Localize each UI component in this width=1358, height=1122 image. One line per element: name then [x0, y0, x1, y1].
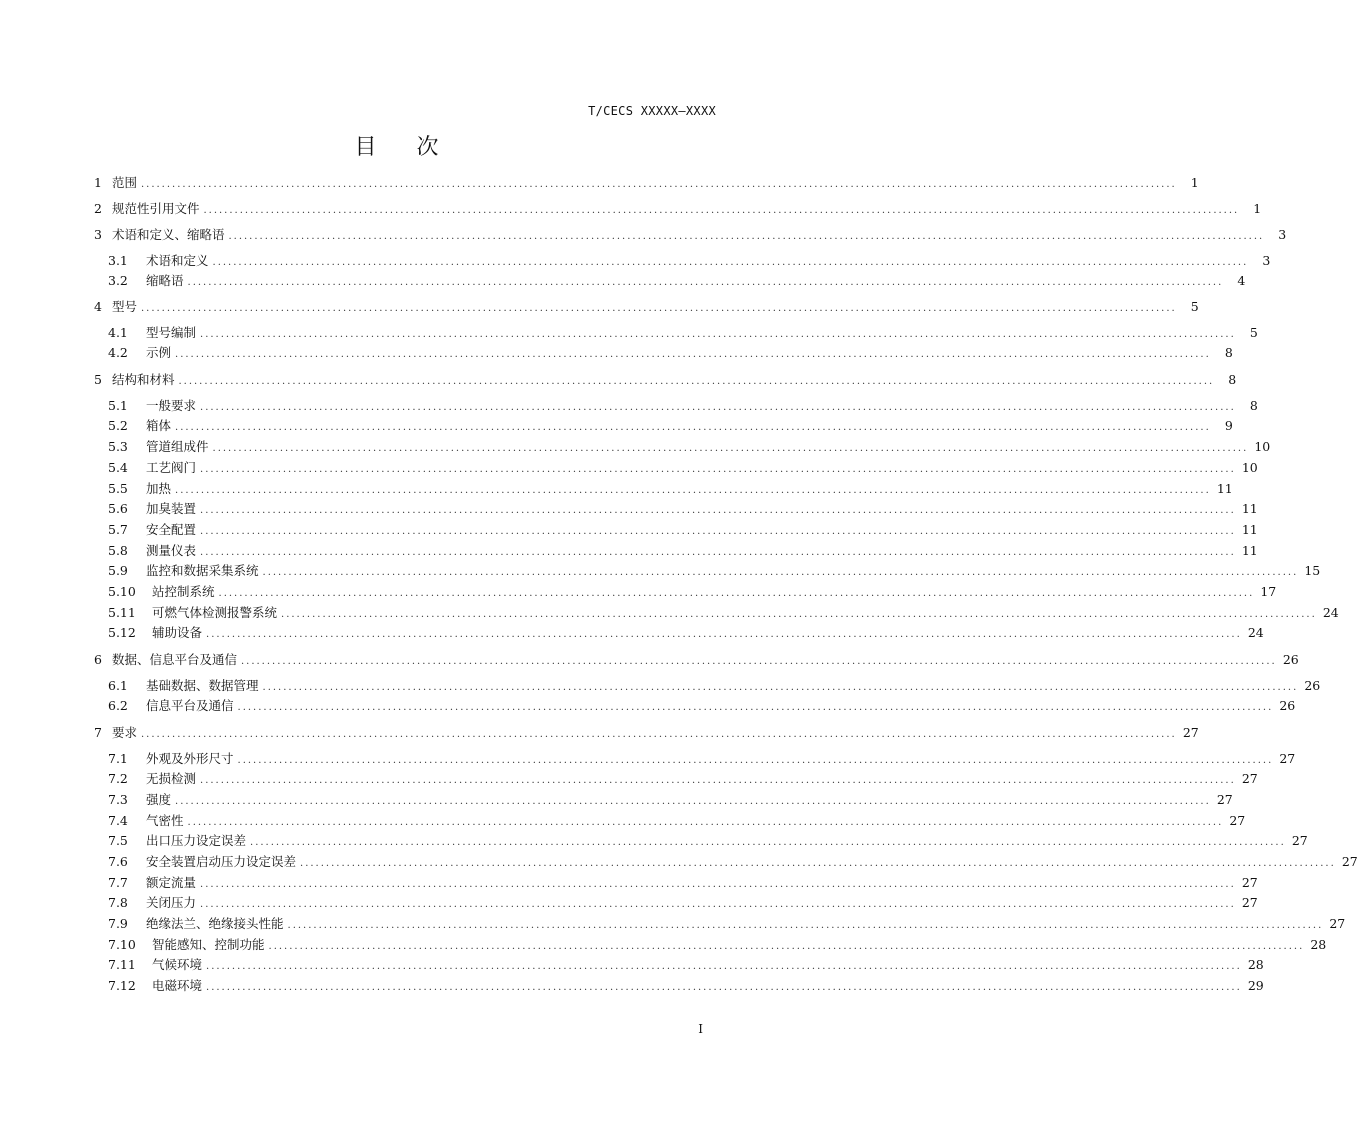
toc-entry-title: 智能感知、控制功能	[152, 937, 265, 952]
toc-entry[interactable]	[108, 560, 1321, 580]
toc-leader-dots: ........................................................................................................................................................................................................	[200, 525, 1236, 537]
toc-entry-title: 无损检测	[146, 771, 197, 786]
toc-entry-number: 5.2	[108, 417, 128, 433]
toc-entry-page: 8	[1224, 344, 1233, 360]
toc-entry-title: 要求	[111, 725, 137, 740]
toc-entry-number: 7.6	[108, 853, 128, 869]
toc-entry[interactable]	[94, 722, 1199, 742]
toc-leader-dots: ........................................................................................................................................................................................................	[268, 940, 1305, 952]
toc-entry-title: 关闭压力	[146, 895, 197, 910]
toc-entry-page: 24	[1322, 604, 1339, 620]
toc-entry-page: 8	[1249, 397, 1258, 413]
toc-leader-dots: ........................................................................................................................................................................................................	[140, 302, 1177, 314]
toc-entry-number: 7.2	[108, 770, 128, 786]
toc-entry-title: 额定流量	[146, 875, 197, 890]
toc-entry[interactable]	[108, 810, 1246, 830]
toc-entry-number: 4	[94, 298, 102, 314]
toc-leader-dots: ........................................................................................................................................................................................................	[237, 754, 1274, 766]
toc-entry[interactable]	[94, 172, 1199, 192]
toc-leader-dots: ........................................................................................................................................................................................................	[212, 256, 1249, 268]
toc-entry-page: 11	[1241, 521, 1258, 537]
toc-entry-title: 站控制系统	[152, 584, 215, 599]
toc-entry-title: 气候环境	[152, 957, 203, 972]
toc-entry-number: 3.2	[108, 272, 128, 288]
toc-entry-page: 28	[1310, 936, 1327, 952]
toc-leader-dots: ........................................................................................................................................................................................................	[200, 328, 1236, 340]
title-char-left: 目	[354, 135, 377, 160]
toc-entry[interactable]	[108, 622, 1264, 642]
toc-leader-dots: ........................................................................................................................................................................................................	[206, 628, 1242, 640]
toc-entry-number: 5.4	[108, 459, 128, 475]
toc-entry-number: 3	[94, 226, 102, 242]
toc-entry[interactable]	[108, 322, 1258, 342]
toc-entry-number: 7.11	[108, 956, 136, 972]
toc-entry-page: 27	[1291, 832, 1308, 848]
toc-entry-title: 气密性	[146, 813, 184, 828]
toc-entry-title: 示例	[146, 345, 172, 360]
toc-entry[interactable]	[108, 934, 1327, 954]
toc-entry[interactable]	[108, 748, 1296, 768]
toc-entry-page: 5	[1249, 324, 1258, 340]
toc-entry-title: 强度	[146, 792, 172, 807]
toc-entry-title: 出口压力设定误差	[146, 833, 247, 848]
toc-entry-number: 5.10	[108, 583, 136, 599]
toc-entry-page: 10	[1254, 438, 1271, 454]
toc-entry-number: 7.7	[108, 874, 128, 890]
toc-entry-number: 5.3	[108, 438, 128, 454]
toc-entry-number: 5.1	[108, 397, 128, 413]
toc-entry-title: 箱体	[146, 418, 172, 433]
toc-leader-dots: ........................................................................................................................................................................................................	[203, 204, 1240, 216]
toc-leader-dots: ........................................................................................................................................................................................................	[240, 655, 1277, 667]
toc-entry[interactable]	[108, 519, 1258, 539]
toc-leader-dots: ........................................................................................................................................................................................................	[287, 919, 1324, 931]
toc-entry[interactable]	[94, 649, 1299, 669]
toc-entry[interactable]	[94, 369, 1237, 389]
toc-entry-title: 绝缘法兰、绝缘接头性能	[146, 916, 284, 931]
toc-entry-number: 5.6	[108, 500, 128, 516]
toc-entry-page: 27	[1229, 812, 1246, 828]
toc-leader-dots: ........................................................................................................................................................................................................	[175, 795, 1211, 807]
toc-entry-title: 范围	[111, 175, 137, 190]
toc-entry[interactable]	[108, 768, 1258, 788]
page-number: I	[698, 1022, 703, 1036]
toc-leader-dots: ........................................................................................................................................................................................................	[300, 857, 1336, 869]
toc-entry[interactable]	[108, 270, 1246, 290]
toc-entry-title: 数据、信息平台及通信	[111, 652, 237, 667]
toc-leader-dots: ........................................................................................................................................................................................................	[200, 463, 1236, 475]
toc-entry-title: 监控和数据采集系统	[146, 563, 259, 578]
toc-leader-dots: ........................................................................................................................................................................................................	[200, 504, 1236, 516]
toc-entry[interactable]	[108, 830, 1308, 850]
toc-entry-number: 7.9	[108, 915, 128, 931]
toc-entry-number: 6.2	[108, 697, 128, 713]
toc-entry-number: 7.8	[108, 894, 128, 910]
toc-entry[interactable]	[108, 695, 1296, 715]
toc-entry-page: 11	[1241, 500, 1258, 516]
toc-entry-page: 8	[1228, 371, 1237, 387]
toc-entry-number: 5.11	[108, 604, 136, 620]
toc-entry-number: 5.5	[108, 480, 128, 496]
toc-entry-title: 规范性引用文件	[111, 201, 200, 216]
toc-entry-title: 术语和定义、缩略语	[111, 227, 225, 242]
toc-entry-page: 26	[1282, 651, 1299, 667]
toc-entry-number: 6	[94, 651, 102, 667]
toc-leader-dots: ........................................................................................................................................................................................................	[187, 816, 1224, 828]
toc-entry-title: 信息平台及通信	[146, 698, 234, 713]
toc-leader-dots: ........................................................................................................................................................................................................	[262, 681, 1299, 693]
toc-entry-title: 型号	[111, 299, 137, 314]
toc-entry-page: 11	[1216, 480, 1233, 496]
toc-entry-title: 型号编制	[146, 325, 197, 340]
toc-entry[interactable]	[108, 954, 1264, 974]
toc-entry-page: 11	[1241, 542, 1258, 558]
toc-entry[interactable]	[108, 789, 1233, 809]
toc-leader-dots: ........................................................................................................................................................................................................	[175, 348, 1211, 360]
toc-entry[interactable]	[108, 250, 1271, 270]
toc-leader-dots: ........................................................................................................................................................................................................	[228, 230, 1265, 242]
toc-entry-title: 工艺阀门	[146, 460, 197, 475]
toc-entry-number: 2	[94, 200, 102, 216]
toc-entry-title: 安全配置	[146, 522, 197, 537]
toc-leader-dots: ........................................................................................................................................................................................................	[206, 960, 1242, 972]
toc-entry-number: 7.10	[108, 936, 136, 952]
toc-leader-dots: ........................................................................................................................................................................................................	[175, 421, 1211, 433]
toc-entry-title: 加热	[146, 481, 172, 496]
toc-entry-page: 24	[1247, 624, 1264, 640]
page-title	[0, 130, 793, 161]
toc-entry-title: 测量仪表	[146, 543, 197, 558]
toc-entry-page: 5	[1190, 298, 1199, 314]
toc-entry-title: 可燃气体检测报警系统	[152, 605, 278, 620]
toc-entry[interactable]	[108, 498, 1258, 518]
toc-entry-page: 3	[1278, 226, 1287, 242]
toc-entry-page: 27	[1216, 791, 1233, 807]
toc-leader-dots: ........................................................................................................................................................................................................	[218, 587, 1255, 599]
toc-entry-title: 外观及外形尺寸	[146, 751, 234, 766]
toc-entry-title: 辅助设备	[152, 625, 203, 640]
toc-entry-number: 7.12	[108, 977, 136, 993]
toc-leader-dots: ........................................................................................................................................................................................................	[200, 401, 1236, 413]
toc-entry-number: 7	[94, 724, 102, 740]
toc-entry-page: 29	[1247, 977, 1264, 993]
toc-entry-number: 6.1	[108, 677, 128, 693]
toc-entry-title: 加臭装置	[146, 501, 197, 516]
toc-entry-number: 7.3	[108, 791, 128, 807]
toc-entry[interactable]	[108, 851, 1358, 871]
toc-entry[interactable]	[108, 457, 1258, 477]
toc-entry[interactable]	[108, 675, 1321, 695]
toc-entry-page: 15	[1304, 562, 1321, 578]
toc-entry[interactable]	[108, 892, 1258, 912]
toc-entry[interactable]	[108, 602, 1339, 622]
toc-entry[interactable]	[108, 872, 1258, 892]
toc-entry-page: 10	[1241, 459, 1258, 475]
toc-entry-page: 4	[1237, 272, 1246, 288]
toc-entry-number: 5	[94, 371, 102, 387]
toc-entry-number: 5.7	[108, 521, 128, 537]
toc-leader-dots: ........................................................................................................................................................................................................	[212, 442, 1249, 454]
toc-entry[interactable]	[108, 581, 1277, 601]
toc-leader-dots: ........................................................................................................................................................................................................	[187, 276, 1224, 288]
toc-entry-title: 管道组成件	[146, 439, 209, 454]
toc-entry-page: 27	[1241, 874, 1258, 890]
toc-leader-dots: ........................................................................................................................................................................................................	[200, 546, 1236, 558]
toc-entry-title: 缩略语	[146, 273, 184, 288]
toc-entry-number: 4.2	[108, 344, 128, 360]
toc-entry-number: 1	[94, 174, 102, 190]
toc-entry-page: 26	[1304, 677, 1321, 693]
toc-entry[interactable]	[108, 478, 1233, 498]
toc-entry-page: 3	[1262, 252, 1271, 268]
toc-leader-dots: ........................................................................................................................................................................................................	[175, 484, 1211, 496]
toc-entry-number: 4.1	[108, 324, 128, 340]
toc-entry-page: 27	[1329, 915, 1346, 931]
toc-entry-page: 27	[1241, 894, 1258, 910]
toc-leader-dots: ........................................................................................................................................................................................................	[200, 898, 1236, 910]
toc-entry-page: 27	[1341, 853, 1358, 869]
toc-entry-number: 5.9	[108, 562, 128, 578]
toc-entry-page: 9	[1224, 417, 1233, 433]
toc-entry-title: 一般要求	[146, 398, 197, 413]
toc-entry-number: 5.8	[108, 542, 128, 558]
toc-entry[interactable]	[108, 415, 1233, 435]
toc-leader-dots: ........................................................................................................................................................................................................	[281, 608, 1317, 620]
toc-entry-title: 安全装置启动压力设定误差	[146, 854, 297, 869]
toc-entry-title: 电磁环境	[152, 978, 203, 993]
toc-leader-dots: ........................................................................................................................................................................................................	[206, 981, 1242, 993]
toc-entry-number: 3.1	[108, 252, 128, 268]
toc-entry[interactable]	[108, 975, 1264, 995]
toc-leader-dots: ........................................................................................................................................................................................................	[140, 178, 1177, 190]
toc-leader-dots: ........................................................................................................................................................................................................	[200, 878, 1236, 890]
toc-leader-dots: ........................................................................................................................................................................................................	[237, 701, 1274, 713]
toc-entry-page: 27	[1241, 770, 1258, 786]
toc-entry-title: 基础数据、数据管理	[146, 678, 259, 693]
standard-code: T/CECS XXXXX—XXXX	[588, 104, 716, 118]
toc-leader-dots: ........................................................................................................................................................................................................	[178, 375, 1215, 387]
toc-entry[interactable]	[108, 540, 1258, 560]
toc-entry-page: 26	[1279, 697, 1296, 713]
toc-entry[interactable]	[108, 342, 1233, 362]
toc-entry-page: 1	[1190, 174, 1199, 190]
toc-entry-page: 27	[1279, 750, 1296, 766]
toc-leader-dots: ........................................................................................................................................................................................................	[250, 836, 1286, 848]
toc-entry-page: 17	[1260, 583, 1277, 599]
toc-entry-title: 术语和定义	[146, 253, 209, 268]
toc-entry-number: 5.12	[108, 624, 136, 640]
toc-entry-number: 7.1	[108, 750, 128, 766]
toc-entry[interactable]	[108, 436, 1271, 456]
toc-leader-dots: ........................................................................................................................................................................................................	[262, 566, 1299, 578]
toc-entry-title: 结构和材料	[111, 372, 175, 387]
toc-entry-number: 7.4	[108, 812, 128, 828]
toc-leader-dots: ........................................................................................................................................................................................................	[140, 728, 1177, 740]
toc-leader-dots: ........................................................................................................................................................................................................	[200, 774, 1236, 786]
toc-entry-page: 28	[1247, 956, 1264, 972]
toc-entry[interactable]	[94, 296, 1199, 316]
toc-entry[interactable]	[94, 224, 1287, 244]
toc-entry-page: 1	[1253, 200, 1262, 216]
toc-entry[interactable]	[108, 913, 1346, 933]
toc-entry-number: 7.5	[108, 832, 128, 848]
title-char-right: 次	[416, 135, 439, 160]
toc-entry-page: 27	[1182, 724, 1199, 740]
toc-entry[interactable]	[108, 395, 1258, 415]
toc-entry[interactable]	[94, 198, 1262, 218]
